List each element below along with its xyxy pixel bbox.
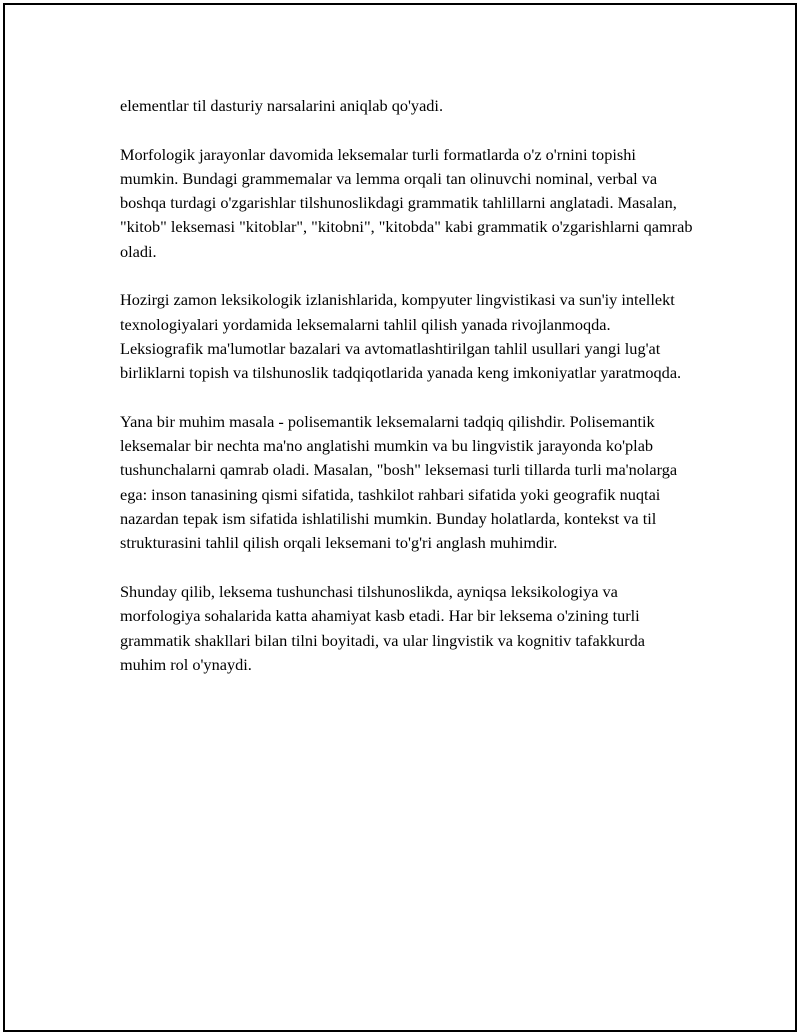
paragraph-lexicology-research: Hozirgi zamon leksikologik izlanishlarida, kompyuter lingvistikasi va sun'iy intellekt texnologiyalari yordamida leksemalarni tahlil qilish yanada rivojlanmoqda. Leksiografik ma'lumotlar bazalari va avtomatlashtirilgan tahlil usullari yangi lug'at birliklarni topish va tilshunoslik tadqiqotlarida yanada keng imkoniyatlar yaratmoqda. <box>120 290 682 383</box>
document-page <box>3 3 797 1032</box>
document-body <box>120 94 695 701</box>
paragraph-continuation: elementlar til dasturiy narsalarini aniqlab qo'yadi. <box>120 96 444 115</box>
paragraph-morphology: Morfologik jarayonlar davomida leksemalar turli formatlarda o'z o'rnini topishi mumkin. Bundagi grammemalar va lemma orqali tan olinuvchi nominal, verbal va boshqa turdagi o'zgarishlar tilshunoslikdagi grammatik tahlillarni anglatadi. Masalan, "kitob" leksemasi "kitoblar", "kitobni", "kitobda" kabi grammatik o'zgarishlarni qamrab oladi. <box>120 144 693 261</box>
paragraph-conclusion: Shunday qilib, leksema tushunchasi tilshunoslikda, ayniqsa leksikologiya va morfologiya sohalarida katta ahamiyat kasb etadi. Har bir leksema o'zining turli grammatik shakllari bilan tilni boyitadi, va ular lingvistik va kognitiv tafakkurda muhim rol o'ynaydi. <box>120 581 645 674</box>
paragraph-polysemy: Yana bir muhim masala - polisemantik leksemalarni tadqiq qilishdir. Polisemantik leksemalar bir nechta ma'no anglatishi mumkin va bu lingvistik jarayonda ko'plab tushunchalarni qamrab oladi. Masalan, "bosh" leksemasi turli tillarda turli ma'nolarga ega: inson tanasining qismi sifatida, tashkilot rahbari sifatida yoki geografik nuqtai nazardan tepak ism sifatida ishlatilishi mumkin. Bunday holatlarda, kontekst va til strukturasini tahlil qilish orqali leksemani to'g'ri anglash muhimdir. <box>120 411 678 553</box>
